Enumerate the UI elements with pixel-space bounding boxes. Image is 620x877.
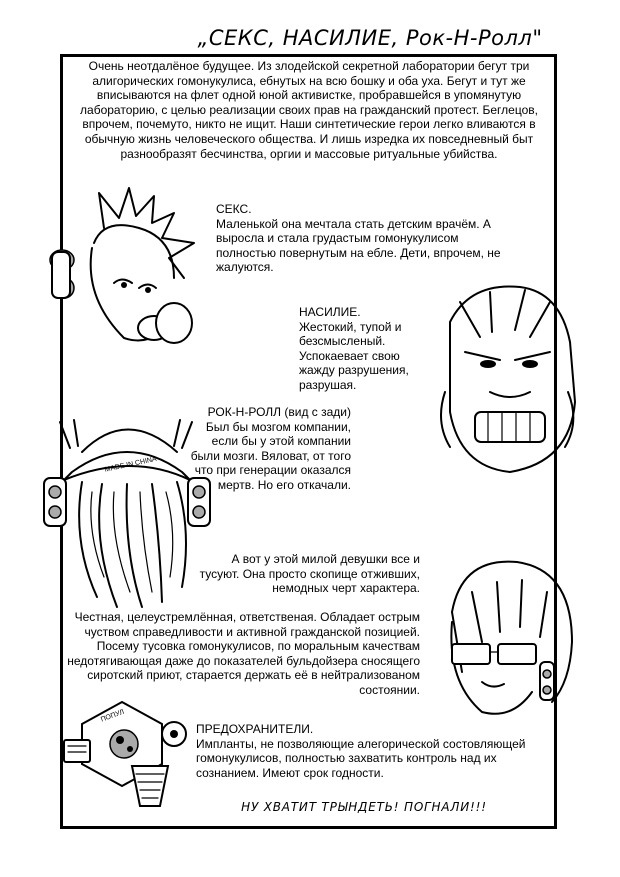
fuse-label-text: ПОПУЛ — [99, 708, 126, 724]
violence-character-illustration — [430, 282, 580, 482]
fuses-heading: ПРЕДОХРАНИТЕЛИ. — [196, 722, 314, 736]
girl-text-part1: А вот у этой милой девушки все и тусуют. Она просто скопище отживших, немодных черт характера. — [199, 552, 420, 596]
footer-caption: НУ ХВАТИТ ТРЫНДЕТЬ! ПОГНАЛИ!!! — [241, 800, 487, 814]
sex-text: Маленькой она мечтала стать детским врачём. А выросла и стала грудастым гомонукулисом полностью повернутым на ебле. Дети, впрочем, не жалуются. — [216, 216, 501, 275]
violence-heading: НАСИЛИЕ. — [299, 305, 361, 319]
sex-heading: СЕКС. — [216, 202, 252, 216]
rocknroll-character-illustration — [42, 412, 212, 612]
violence-text: Жестокий, тупой и безсмысленый. Успокаевает свою жажду разрушения, разрушая. — [299, 319, 409, 392]
violence-description — [299, 305, 429, 393]
fuses-illustration — [62, 694, 192, 812]
rocknroll-text: Был бы мозгом компании, если бы у этой компании были мозги. Вяловат, от того что при генерации оказался мертв. Но его откачали. — [190, 419, 351, 492]
girl-description-intro — [198, 552, 420, 596]
intro-text: Очень неотдалёное будущее. Из злодейской секретной лаборатории бегут три алигорических гомонукулиса, ебнутых на всю бошку и оба уха. Бегут и тут же вписываются на флет одной юной активистке, пробравшейся в упомянутую лабораторию, с целью реализации своих прав на гражданский протест. Беглецов, впрочем, почемуто, никто не ищит. Наши синтетические герои легко вливаются в обычную жизнь человеческого общества. И лишь изредка их повседневный быт разнообразят бесчинства, оргии и массовые ритуальные убийства. — [80, 59, 538, 161]
fuses-text: Импланты, не позволяющие алегорической состовляющей гомонукулисов, полностью захватить контроль над их сознанием. Имеют срок годности. — [196, 736, 526, 780]
sex-description — [216, 202, 516, 275]
page-title: „СЕКС, НАСИЛИЕ, Рок-Н-Ролл" — [197, 26, 543, 50]
fuses-description — [196, 722, 551, 780]
cap-text: MADE IN CHINA — [104, 455, 158, 474]
rocknroll-heading: РОК-Н-РОЛЛ (вид с зади) — [207, 405, 351, 419]
girl-description-details — [64, 610, 420, 698]
girl-text-part2: Честная, целеустремлённая, ответственая. Обладает острым чуством справедливости и активной гражданской позицией. Посему тусовка гомонукулисов, по моральным качествам недотягивающая даже до показателей бульдойзера сносящего сиротский приют, старается держать её в нейтрализованом состоянии. — [67, 610, 420, 697]
girl-character-illustration — [422, 552, 582, 722]
sex-character-illustration — [44, 188, 214, 358]
